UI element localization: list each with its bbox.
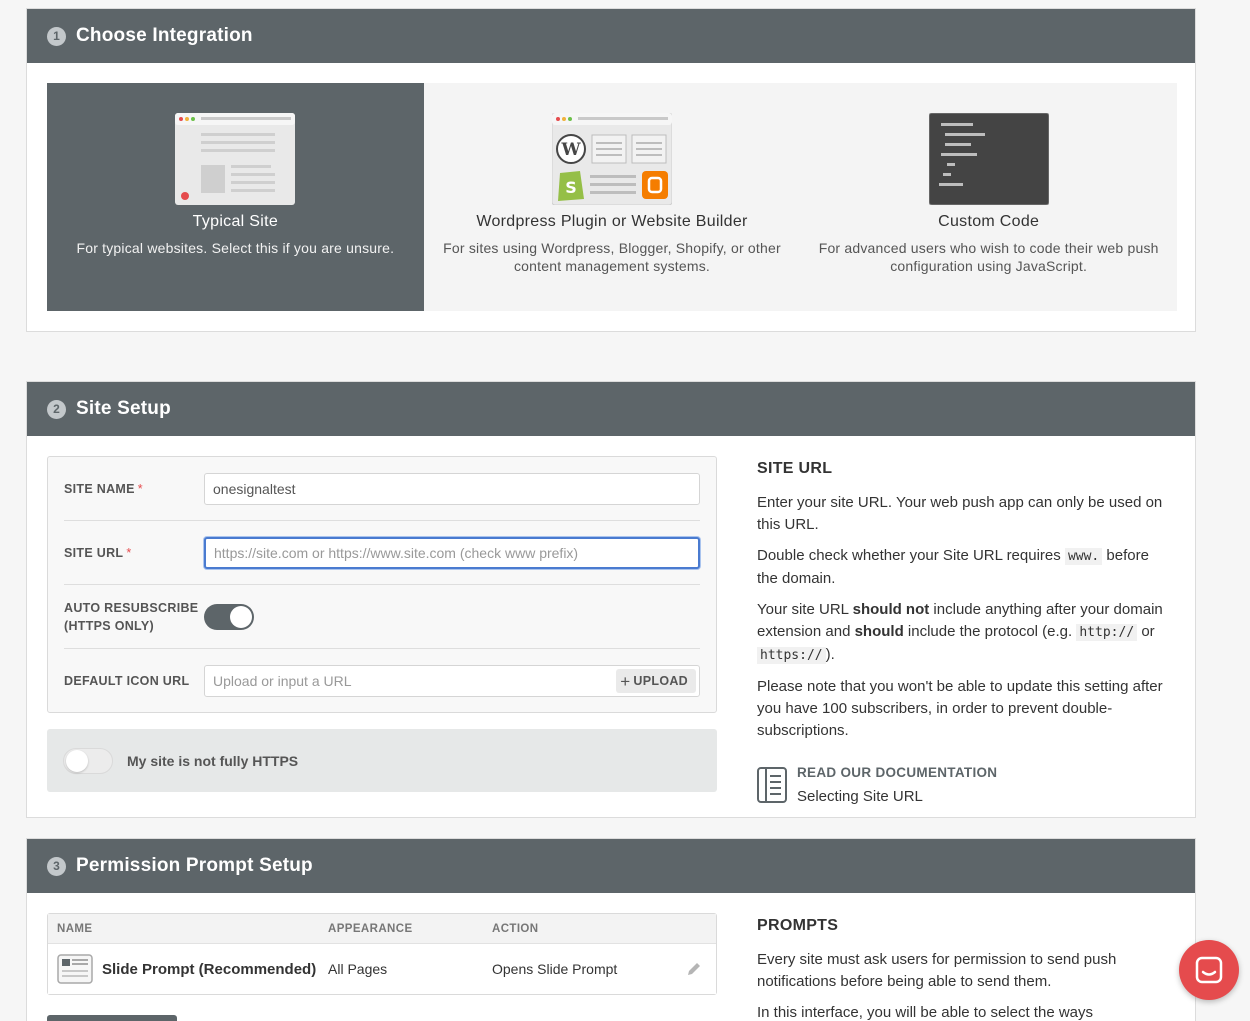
prompts-help [757,915,1167,1021]
help-paragraph: Your site URL should not include anything after your domain extension and should include the protocol (e.g. http:// or https:// ). [757,601,1163,663]
integration-options [47,83,1177,311]
option-title: Typical Site [192,213,279,230]
pencil-icon [686,961,702,977]
table-header [48,914,716,944]
document-icon [757,767,787,803]
site-url-row [64,521,700,585]
column-header-action: ACTION [492,922,539,935]
table-row[interactable] [48,944,716,994]
option-wordpress-plugin[interactable] [424,83,801,311]
option-title: Wordpress Plugin or Website Builder [476,213,748,230]
panel-title: Choose Integration [76,25,253,46]
choose-integration-panel [26,8,1196,332]
site-setup-form [47,456,717,713]
auto-resubscribe-toggle[interactable] [204,604,254,630]
prompt-name: Slide Prompt (Recommended) [102,960,317,978]
panel-title: Site Setup [76,398,171,419]
help-title: SITE URL [757,460,833,477]
add-prompt-button[interactable] [47,1015,177,1021]
https-setting [47,729,717,792]
site-name-row [64,457,700,521]
default-icon-input[interactable] [213,673,616,689]
plus-icon: + [620,671,631,691]
cms-logos-icon [552,113,672,205]
upload-button[interactable]: + UPLOAD [616,669,696,693]
step-number: 2 [47,400,66,419]
required-marker: * [137,481,143,496]
svg-text:W: W [561,140,581,160]
edit-button[interactable] [672,961,716,977]
site-url-help [757,458,1167,808]
site-setup-panel [26,381,1196,818]
code-editor-icon [929,113,1049,205]
default-icon-label: DEFAULT ICON URL [64,674,190,688]
auto-resubscribe-row [64,585,700,649]
svg-text:S: S [565,178,577,197]
permission-prompt-panel [26,838,1196,1021]
chat-launcher-button[interactable] [1179,940,1239,1000]
toggle-knob [230,606,252,628]
step-number: 3 [47,857,66,876]
slide-prompt-icon [57,954,93,984]
site-name-input[interactable] [204,473,700,505]
not-https-toggle[interactable] [63,748,113,774]
required-marker: * [126,545,132,560]
default-icon-field [204,665,700,697]
help-paragraph: Double check whether your Site URL requires www. before the domain. [757,547,1149,587]
help-paragraph: Enter your site URL. Your web push app can only be used on this URL. [757,494,1163,533]
panel-header [27,382,1195,436]
panel-header [27,9,1195,63]
help-paragraph: In this interface, you will be able to select the ways [757,1004,1094,1021]
prompt-action: Opens Slide Prompt [492,961,618,977]
column-header-appearance: APPEARANCE [328,922,413,935]
option-description: For typical websites. Select this if you are unsure. [76,240,395,256]
site-name-label: SITE NAME * [64,481,143,496]
documentation-link[interactable] [757,762,1167,808]
toggle-knob [66,750,88,772]
not-https-label: My site is not fully HTTPS [127,752,299,769]
prompt-appearance: All Pages [328,961,388,977]
option-description: For advanced users who wish to code their web push configuration using JavaScript. [818,240,1159,274]
option-custom-code[interactable] [800,83,1177,311]
doc-link-subtitle: Selecting Site URL [797,788,923,805]
site-url-input[interactable] [204,537,700,569]
auto-resubscribe-label: AUTO RESUBSCRIBE (HTTPS ONLY) [64,600,199,633]
panel-title: Permission Prompt Setup [76,855,313,876]
option-description: For sites using Wordpress, Blogger, Shopify, or other content management systems. [443,240,781,274]
step-number: 1 [47,27,66,46]
prompt-name-cell [48,954,328,984]
prompts-table [47,913,717,995]
doc-link-title: READ OUR DOCUMENTATION [797,765,998,780]
option-typical-site[interactable] [47,83,424,311]
help-paragraph: Every site must ask users for permission to send push notifications before being able to send them. [757,951,1117,990]
chat-icon [1194,955,1224,985]
browser-window-icon [175,113,295,205]
help-title: PROMPTS [757,917,839,934]
option-title: Custom Code [938,213,1040,230]
panel-header [27,839,1195,893]
default-icon-row [64,649,700,713]
site-url-label: SITE URL * [64,545,132,560]
help-paragraph: Please note that you won't be able to update this setting after you have 100 subscribers, in order to prevent double-subscriptions. [757,678,1163,739]
column-header-name: NAME [57,922,93,935]
